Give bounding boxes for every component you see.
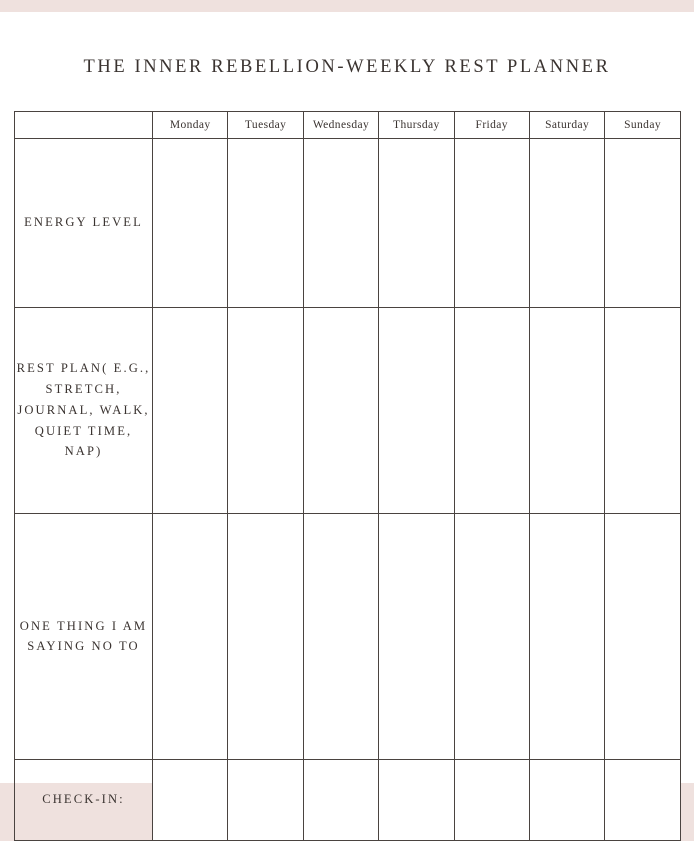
table-row-energy-level: [15, 138, 681, 307]
cell-checkin-thursday[interactable]: [379, 759, 454, 840]
row-label-rest-plan: REST PLAN( E.G., STRETCH, JOURNAL, WALK, QUIET TIME, NAP): [15, 307, 153, 513]
cell-restplan-sunday[interactable]: [605, 307, 680, 513]
cell-energy-wednesday[interactable]: [303, 138, 378, 307]
cell-restplan-saturday[interactable]: [529, 307, 604, 513]
cell-restplan-tuesday[interactable]: [228, 307, 303, 513]
column-header-saturday: Saturday: [529, 111, 604, 138]
cell-energy-tuesday[interactable]: [228, 138, 303, 307]
cell-no-tuesday[interactable]: [228, 513, 303, 759]
table-row-rest-plan: [15, 307, 681, 513]
cell-checkin-wednesday[interactable]: [303, 759, 378, 840]
table-header-row: [15, 111, 681, 138]
column-header-monday: Monday: [153, 111, 228, 138]
row-label-energy-level: ENERGY LEVEL: [15, 138, 153, 307]
cell-energy-friday[interactable]: [454, 138, 529, 307]
cell-energy-saturday[interactable]: [529, 138, 604, 307]
cell-energy-sunday[interactable]: [605, 138, 680, 307]
cell-restplan-friday[interactable]: [454, 307, 529, 513]
row-label-saying-no-to: ONE THING I AM SAYING NO TO: [15, 513, 153, 759]
row-label-check-in: CHECK-IN:: [15, 759, 153, 840]
table-row-saying-no-to: [15, 513, 681, 759]
cell-checkin-saturday[interactable]: [529, 759, 604, 840]
cell-no-wednesday[interactable]: [303, 513, 378, 759]
cell-checkin-tuesday[interactable]: [228, 759, 303, 840]
cell-no-thursday[interactable]: [379, 513, 454, 759]
weekly-rest-planner-table: [14, 111, 681, 841]
cell-no-friday[interactable]: [454, 513, 529, 759]
planner-page: [0, 12, 694, 807]
cell-checkin-sunday[interactable]: [605, 759, 680, 840]
cell-restplan-thursday[interactable]: [379, 307, 454, 513]
cell-no-monday[interactable]: [153, 513, 228, 759]
page-title: THE INNER REBELLION-WEEKLY REST PLANNER: [83, 57, 611, 77]
column-header-tuesday: Tuesday: [228, 111, 303, 138]
table-corner-header: [15, 111, 153, 138]
cell-energy-monday[interactable]: [153, 138, 228, 307]
column-header-thursday: Thursday: [379, 111, 454, 138]
column-header-sunday: Sunday: [605, 111, 680, 138]
cell-restplan-wednesday[interactable]: [303, 307, 378, 513]
cell-energy-thursday[interactable]: [379, 138, 454, 307]
column-header-friday: Friday: [454, 111, 529, 138]
cell-restplan-monday[interactable]: [153, 307, 228, 513]
planner-table-wrapper: [0, 81, 694, 841]
column-header-wednesday: Wednesday: [303, 111, 378, 138]
table-row-check-in: [15, 759, 681, 840]
cell-no-sunday[interactable]: [605, 513, 680, 759]
cell-no-saturday[interactable]: [529, 513, 604, 759]
cell-checkin-monday[interactable]: [153, 759, 228, 840]
cell-checkin-friday[interactable]: [454, 759, 529, 840]
